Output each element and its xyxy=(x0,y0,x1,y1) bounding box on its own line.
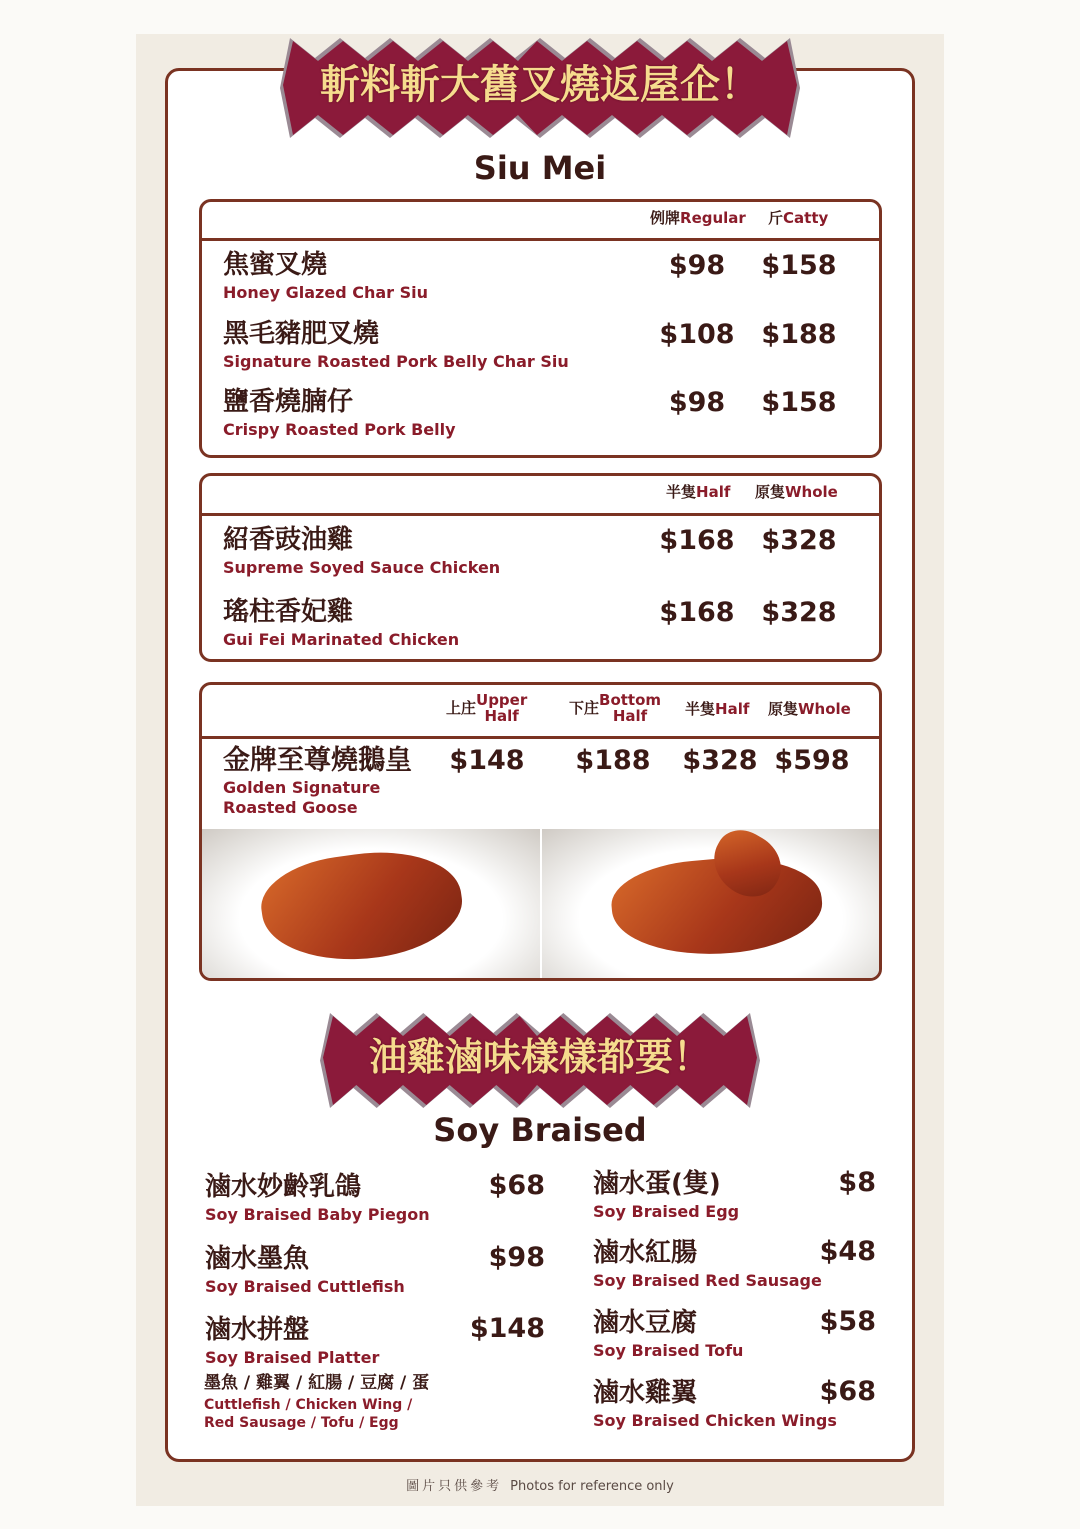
soy-item-price: $68 xyxy=(819,1376,876,1407)
column-header-half: 半隻Half xyxy=(666,483,731,501)
soy-item-name-zh: 滷水妙齡乳鴿 xyxy=(205,1172,362,1202)
price-half: $328 xyxy=(682,745,758,776)
column-header-catty: 斤Catty xyxy=(768,209,829,227)
soy-item-price: $148 xyxy=(469,1313,545,1344)
item-name-en: Golden Signature xyxy=(223,778,381,797)
soy-item-price: $48 xyxy=(819,1236,876,1267)
platter-detail-en: Red Sausage / Tofu / Egg xyxy=(204,1415,399,1431)
banner-headline: 斬料斬大舊叉燒返屋企！ xyxy=(320,62,760,108)
platter-detail-zh: 墨魚 / 雞翼 / 紅腸 / 豆腐 / 蛋 xyxy=(204,1373,430,1393)
item-name-zh: 金牌至尊燒鵝皇 xyxy=(223,745,412,776)
price-2: $158 xyxy=(761,250,837,281)
price-1: $168 xyxy=(659,525,735,556)
soy-item-name-en: Soy Braised Tofu xyxy=(593,1341,744,1360)
soy-item-price: $8 xyxy=(838,1167,876,1198)
soy-item-name-zh: 滷水蛋(隻) xyxy=(593,1169,721,1199)
price-2: $328 xyxy=(761,597,837,628)
soy-item-price: $98 xyxy=(488,1242,545,1273)
soy-item-name-en: Soy Braised Platter xyxy=(205,1348,380,1367)
item-name-zh: 紹香豉油雞 xyxy=(223,525,354,555)
column-header-half: 半隻Half xyxy=(685,700,750,718)
price-2: $158 xyxy=(761,387,837,418)
soy-item-name-zh: 滷水墨魚 xyxy=(205,1244,310,1274)
item-name-en: Supreme Soyed Sauce Chicken xyxy=(223,558,501,577)
soy-item-name-zh: 滷水拼盤 xyxy=(205,1315,310,1345)
platter-detail-en: Cuttlefish / Chicken Wing / xyxy=(204,1397,413,1413)
soy-item-name-zh: 滷水雞翼 xyxy=(593,1378,698,1408)
goose-photo-bottom xyxy=(542,829,880,979)
section-title-soy-braised: Soy Braised xyxy=(433,1111,647,1149)
goose-photo-upper xyxy=(202,829,540,979)
price-upper-half: $148 xyxy=(449,745,525,776)
item-name-en: Gui Fei Marinated Chicken xyxy=(223,630,460,649)
price-bottom-half: $188 xyxy=(575,745,651,776)
item-name-en: Crispy Roasted Pork Belly xyxy=(223,420,456,439)
item-name-en: Honey Glazed Char Siu xyxy=(223,283,429,302)
item-name-zh: 鹽香燒腩仔 xyxy=(223,387,354,417)
price-1: $98 xyxy=(668,250,726,281)
soy-item-name-en: Soy Braised Baby Piegon xyxy=(205,1205,430,1224)
soy-item-price: $68 xyxy=(488,1170,545,1201)
item-name-en: Signature Roasted Pork Belly Char Siu xyxy=(223,352,569,371)
price-2: $328 xyxy=(761,525,837,556)
item-name-zh: 黑毛豬肥叉燒 xyxy=(223,319,380,349)
banner-headline: 油雞滷味樣樣都要！ xyxy=(368,1035,712,1079)
price-1: $168 xyxy=(659,597,735,628)
column-header-regular: 例牌Regular xyxy=(650,209,746,227)
item-name-zh: 焦蜜叉燒 xyxy=(223,250,328,280)
column-header-whole: 原隻Whole xyxy=(755,483,838,501)
column-header-whole: 原隻Whole xyxy=(768,700,851,718)
soy-item-name-en: Soy Braised Chicken Wings xyxy=(593,1411,837,1430)
price-1: $108 xyxy=(659,319,735,350)
footer-note: 圖片只供參考 Photos for reference only xyxy=(406,1479,674,1494)
goose-table xyxy=(199,682,882,981)
section-title-siu-mei: Siu Mei xyxy=(473,149,607,187)
soy-item-name-en: Soy Braised Egg xyxy=(593,1202,740,1221)
item-name-en: Roasted Goose xyxy=(223,798,358,817)
price-1: $98 xyxy=(668,387,726,418)
price-whole: $598 xyxy=(774,745,850,776)
column-header-bottom-half: 下庄Bottom Half xyxy=(569,691,662,725)
soy-item-price: $58 xyxy=(819,1306,876,1337)
soy-item-name-zh: 滷水豆腐 xyxy=(593,1308,698,1338)
soy-item-name-en: Soy Braised Cuttlefish xyxy=(205,1277,405,1296)
soy-item-name-en: Soy Braised Red Sausage xyxy=(593,1271,822,1290)
column-header-upper-half: 上庄Upper Half xyxy=(446,691,528,725)
price-2: $188 xyxy=(761,319,837,350)
soy-item-name-zh: 滷水紅腸 xyxy=(593,1238,698,1268)
item-name-zh: 瑤柱香妃雞 xyxy=(223,597,354,627)
